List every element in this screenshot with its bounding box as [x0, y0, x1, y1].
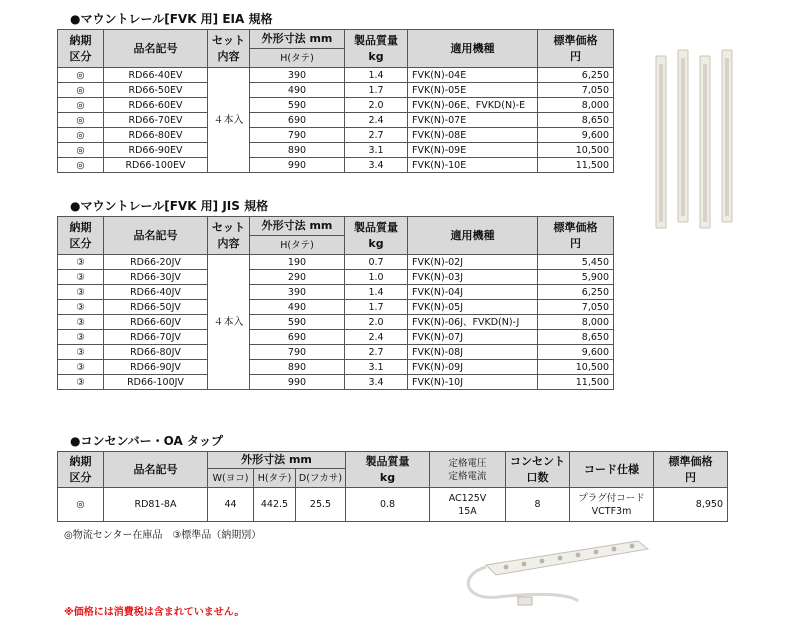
- section-title-oa: ●コンセンバー・OA タップ: [70, 434, 223, 448]
- product-code: RD66-50JV: [104, 300, 208, 315]
- table-row: [58, 83, 614, 98]
- delivery-mark: ③: [58, 255, 104, 270]
- weight-value: 3.1: [345, 143, 408, 158]
- height-value: 590: [250, 315, 345, 330]
- table-row: [58, 255, 614, 270]
- delivery-mark: ③: [58, 345, 104, 360]
- weight-value: 0.8: [346, 488, 430, 522]
- height-value: 790: [250, 128, 345, 143]
- product-code: RD66-60EV: [104, 98, 208, 113]
- height-value: 690: [250, 330, 345, 345]
- oa-header-delivery: 納期 区分: [58, 452, 104, 488]
- weight-value: 2.4: [345, 330, 408, 345]
- product-code: RD66-80JV: [104, 345, 208, 360]
- height-value: 990: [250, 158, 345, 173]
- weight-value: 1.4: [345, 285, 408, 300]
- height-value: 790: [250, 345, 345, 360]
- table-row: [58, 488, 728, 522]
- delivery-mark: ◎: [58, 143, 104, 158]
- height-value: 890: [250, 143, 345, 158]
- product-code: RD66-90EV: [104, 143, 208, 158]
- height-value: 490: [250, 300, 345, 315]
- depth-value: 25.5: [296, 488, 346, 522]
- weight-value: 2.0: [345, 98, 408, 113]
- height-value: 290: [250, 270, 345, 285]
- header-set: セット 内容: [208, 217, 250, 255]
- product-code: RD66-40JV: [104, 285, 208, 300]
- height-value: 890: [250, 360, 345, 375]
- model-value: FVK(N)-04J: [408, 285, 538, 300]
- model-value: FVK(N)-04E: [408, 68, 538, 83]
- oa-header-width: W(ヨコ): [208, 469, 254, 488]
- table-row: [58, 330, 614, 345]
- set-content: ４本入: [208, 68, 250, 173]
- model-value: FVK(N)-05E: [408, 83, 538, 98]
- delivery-mark: ③: [58, 270, 104, 285]
- table-row: [58, 315, 614, 330]
- height-value: 442.5: [254, 488, 296, 522]
- delivery-mark: ③: [58, 285, 104, 300]
- model-value: FVK(N)-03J: [408, 270, 538, 285]
- model-value: FVK(N)-02J: [408, 255, 538, 270]
- tax-warning: ※価格には消費税は含まれていません。: [64, 607, 245, 618]
- header-model: 適用機種: [408, 30, 538, 68]
- price-value: 9,600: [538, 128, 614, 143]
- height-value: 490: [250, 83, 345, 98]
- price-value: 8,650: [538, 113, 614, 128]
- height-value: 690: [250, 113, 345, 128]
- delivery-mark: ◎: [58, 68, 104, 83]
- delivery-mark: ◎: [58, 83, 104, 98]
- weight-value: 3.1: [345, 360, 408, 375]
- oa-header-code: 品名記号: [104, 452, 208, 488]
- product-code: RD66-50EV: [104, 83, 208, 98]
- delivery-mark: ③: [58, 300, 104, 315]
- price-value: 5,900: [538, 270, 614, 285]
- footnote: ◎物流センター在庫品 ③標準品（納期別）: [64, 530, 262, 541]
- product-code: RD66-20JV: [104, 255, 208, 270]
- oa-header-rating: 定格電圧 定格電流: [430, 452, 506, 488]
- delivery-mark: ◎: [58, 113, 104, 128]
- header-height: H(タテ): [250, 236, 345, 255]
- delivery-mark: ③: [58, 375, 104, 390]
- table-row: [58, 375, 614, 390]
- section-title-jis: ●マウントレール[FVK 用] JIS 規格: [70, 199, 269, 213]
- height-value: 990: [250, 375, 345, 390]
- header-height: H(タテ): [250, 49, 345, 68]
- header-set: セット 内容: [208, 30, 250, 68]
- outlets-value: 8: [506, 488, 570, 522]
- product-code: RD66-100JV: [104, 375, 208, 390]
- product-code: RD66-90JV: [104, 360, 208, 375]
- oa-header-outlets: コンセント 口数: [506, 452, 570, 488]
- product-code: RD66-40EV: [104, 68, 208, 83]
- product-code: RD81-8A: [104, 488, 208, 522]
- price-value: 6,250: [538, 285, 614, 300]
- weight-value: 3.4: [345, 158, 408, 173]
- price-value: 11,500: [538, 158, 614, 173]
- weight-value: 1.7: [345, 300, 408, 315]
- table-row: [58, 113, 614, 128]
- power-strip-image: [458, 535, 658, 615]
- price-value: 10,500: [538, 143, 614, 158]
- weight-value: 3.4: [345, 375, 408, 390]
- price-value: 8,950: [654, 488, 728, 522]
- model-value: FVK(N)-06J、FVKD(N)-J: [408, 315, 538, 330]
- product-code: RD66-80EV: [104, 128, 208, 143]
- header-code: 品名記号: [104, 217, 208, 255]
- model-value: FVK(N)-10J: [408, 375, 538, 390]
- price-value: 8,650: [538, 330, 614, 345]
- oa-header-depth: D(フカサ): [296, 469, 346, 488]
- oa-header-dimensions: 外形寸法 mm: [208, 452, 346, 469]
- height-value: 590: [250, 98, 345, 113]
- oa-header-price: 標準価格 円: [654, 452, 728, 488]
- model-value: FVK(N)-08J: [408, 345, 538, 360]
- product-code: RD66-60JV: [104, 315, 208, 330]
- table-row: [58, 68, 614, 83]
- model-value: FVK(N)-07E: [408, 113, 538, 128]
- oa-table: [57, 451, 728, 522]
- weight-value: 1.7: [345, 83, 408, 98]
- delivery-mark: ◎: [58, 128, 104, 143]
- header-price: 標準価格 円: [538, 30, 614, 68]
- delivery-mark: ③: [58, 330, 104, 345]
- header-delivery: 納期 区分: [58, 30, 104, 68]
- height-value: 390: [250, 68, 345, 83]
- model-value: FVK(N)-05J: [408, 300, 538, 315]
- price-value: 9,600: [538, 345, 614, 360]
- weight-value: 1.0: [345, 270, 408, 285]
- header-dimensions: 外形寸法 mm: [250, 30, 345, 49]
- header-model: 適用機種: [408, 217, 538, 255]
- price-value: 7,050: [538, 300, 614, 315]
- model-value: FVK(N)-09J: [408, 360, 538, 375]
- model-value: FVK(N)-08E: [408, 128, 538, 143]
- price-value: 5,450: [538, 255, 614, 270]
- product-code: RD66-30JV: [104, 270, 208, 285]
- table-row: [58, 98, 614, 113]
- cord-value: プラグ付コード VCTF3m: [570, 488, 654, 522]
- weight-value: 2.7: [345, 345, 408, 360]
- header-price: 標準価格 円: [538, 217, 614, 255]
- table-row: [58, 360, 614, 375]
- delivery-mark: ◎: [58, 488, 104, 522]
- table-row: [58, 300, 614, 315]
- table-row: [58, 345, 614, 360]
- eia-table: [57, 29, 614, 173]
- header-weight: 製品質量 kg: [345, 30, 408, 68]
- delivery-mark: ③: [58, 360, 104, 375]
- mount-rail-image: [648, 44, 748, 234]
- delivery-mark: ③: [58, 315, 104, 330]
- table-row: [58, 270, 614, 285]
- oa-header-weight: 製品質量 kg: [346, 452, 430, 488]
- set-content: ４本入: [208, 255, 250, 390]
- header-delivery: 納期 区分: [58, 217, 104, 255]
- weight-value: 2.4: [345, 113, 408, 128]
- height-value: 190: [250, 255, 345, 270]
- weight-value: 2.0: [345, 315, 408, 330]
- width-value: 44: [208, 488, 254, 522]
- price-value: 6,250: [538, 68, 614, 83]
- model-value: FVK(N)-06E、FVKD(N)-E: [408, 98, 538, 113]
- weight-value: 2.7: [345, 128, 408, 143]
- product-code: RD66-70JV: [104, 330, 208, 345]
- oa-header-cord: コード仕様: [570, 452, 654, 488]
- oa-header-height: H(タテ): [254, 469, 296, 488]
- model-value: FVK(N)-09E: [408, 143, 538, 158]
- jis-table: [57, 216, 614, 390]
- table-row: [58, 158, 614, 173]
- delivery-mark: ◎: [58, 98, 104, 113]
- delivery-mark: ◎: [58, 158, 104, 173]
- header-code: 品名記号: [104, 30, 208, 68]
- table-row: [58, 285, 614, 300]
- table-row: [58, 128, 614, 143]
- weight-value: 1.4: [345, 68, 408, 83]
- product-code: RD66-100EV: [104, 158, 208, 173]
- model-value: FVK(N)-10E: [408, 158, 538, 173]
- rating-value: AC125V 15A: [430, 488, 506, 522]
- model-value: FVK(N)-07J: [408, 330, 538, 345]
- header-weight: 製品質量 kg: [345, 217, 408, 255]
- header-dimensions: 外形寸法 mm: [250, 217, 345, 236]
- table-row: [58, 143, 614, 158]
- weight-value: 0.7: [345, 255, 408, 270]
- price-value: 10,500: [538, 360, 614, 375]
- price-value: 11,500: [538, 375, 614, 390]
- price-value: 8,000: [538, 315, 614, 330]
- product-code: RD66-70EV: [104, 113, 208, 128]
- height-value: 390: [250, 285, 345, 300]
- price-value: 8,000: [538, 98, 614, 113]
- section-title-eia: ●マウントレール[FVK 用] EIA 規格: [70, 12, 273, 26]
- price-value: 7,050: [538, 83, 614, 98]
